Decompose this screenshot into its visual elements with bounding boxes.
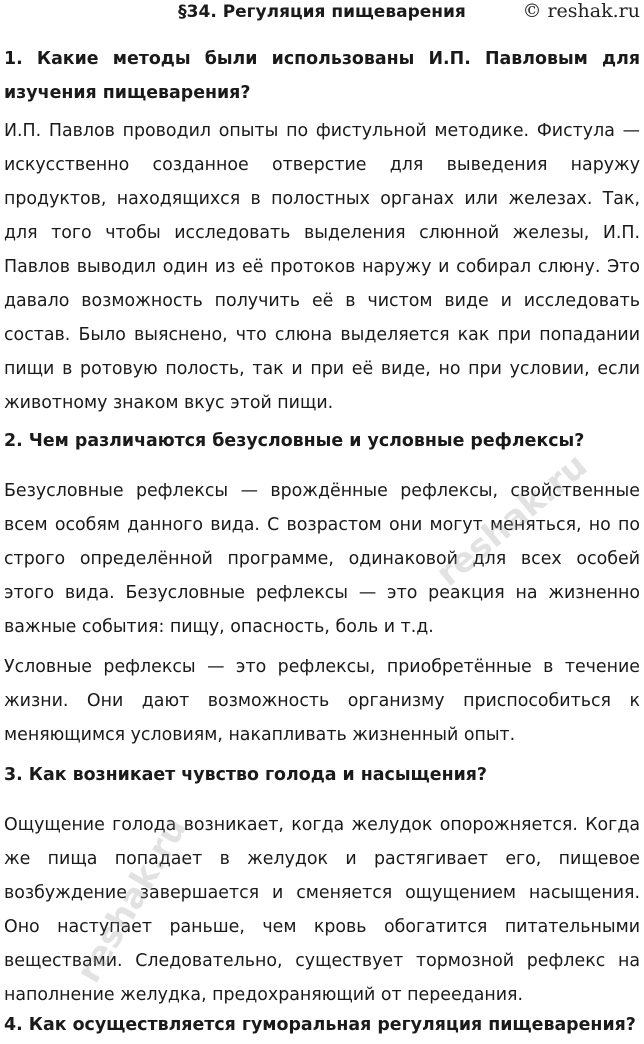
site-credit: © reshak.ru [522, 0, 640, 22]
question-2: 2. Чем различаются безусловные и условные рефлексы? [4, 431, 585, 451]
watermark: reshak.ru [68, 810, 196, 990]
answer-2-paragraph-2: Условные рефлексы — это рефлексы, приобретённые в течение жизни. Они дают возможность организму приспособиться к меняющимся условиям, накапливать жизненный опыт. [4, 657, 640, 745]
page-title: §34. Регуляция пищеварения [178, 2, 466, 22]
watermark: reshak.ru [428, 445, 596, 595]
question-4: 4. Как осуществляется гуморальная регуляция пищеварения? [4, 1015, 636, 1035]
answer-1-paragraph: И.П. Павлов проводил опыты по фистульной методике. Фистула — искусственно созданное отверстие для выведения наружу продуктов, находящихся в полостных органах или железах. Так, для того чтобы исследовать выделения слюнной железы, И.П. Павлов выводил один из её протоков наружу и собирал слюну. Это давало возможность получить её в чистом виде и исследовать состав. Было выяснено, что слюна выделяется как при попадании пищи в ротовую полость, так и при её виде, но при условии, если животному знаком вкус этой пищи. [4, 121, 640, 413]
question-1: 1. Какие методы были использованы И.П. Павловым для изучения пищеварения? [4, 49, 640, 103]
answer-3-paragraph: Ощущение голода возникает, когда желудок опорожняется. Когда же пища попадает в желудок и растягивает его, пищевое возбуждение завершается и сменяется ощущением насыщения. Оно наступает раньше, чем кровь обогатится питательными веществами. Следовательно, существует тормозной рефлекс на наполнение желудка, предохраняющий от переедания. [4, 815, 640, 1005]
answer-2-paragraph-1: Безусловные рефлексы — врождённые рефлексы, свойственные всем особям данного вида. С возрастом они могут меняться, но по строго определённой программе, одинаковой для всех особей этого вида. Безусловные рефлексы — это реакция на жизненно важные события: пищу, опасность, боль и т.д. [4, 481, 640, 637]
question-3: 3. Как возникает чувство голода и насыщения? [4, 765, 488, 785]
